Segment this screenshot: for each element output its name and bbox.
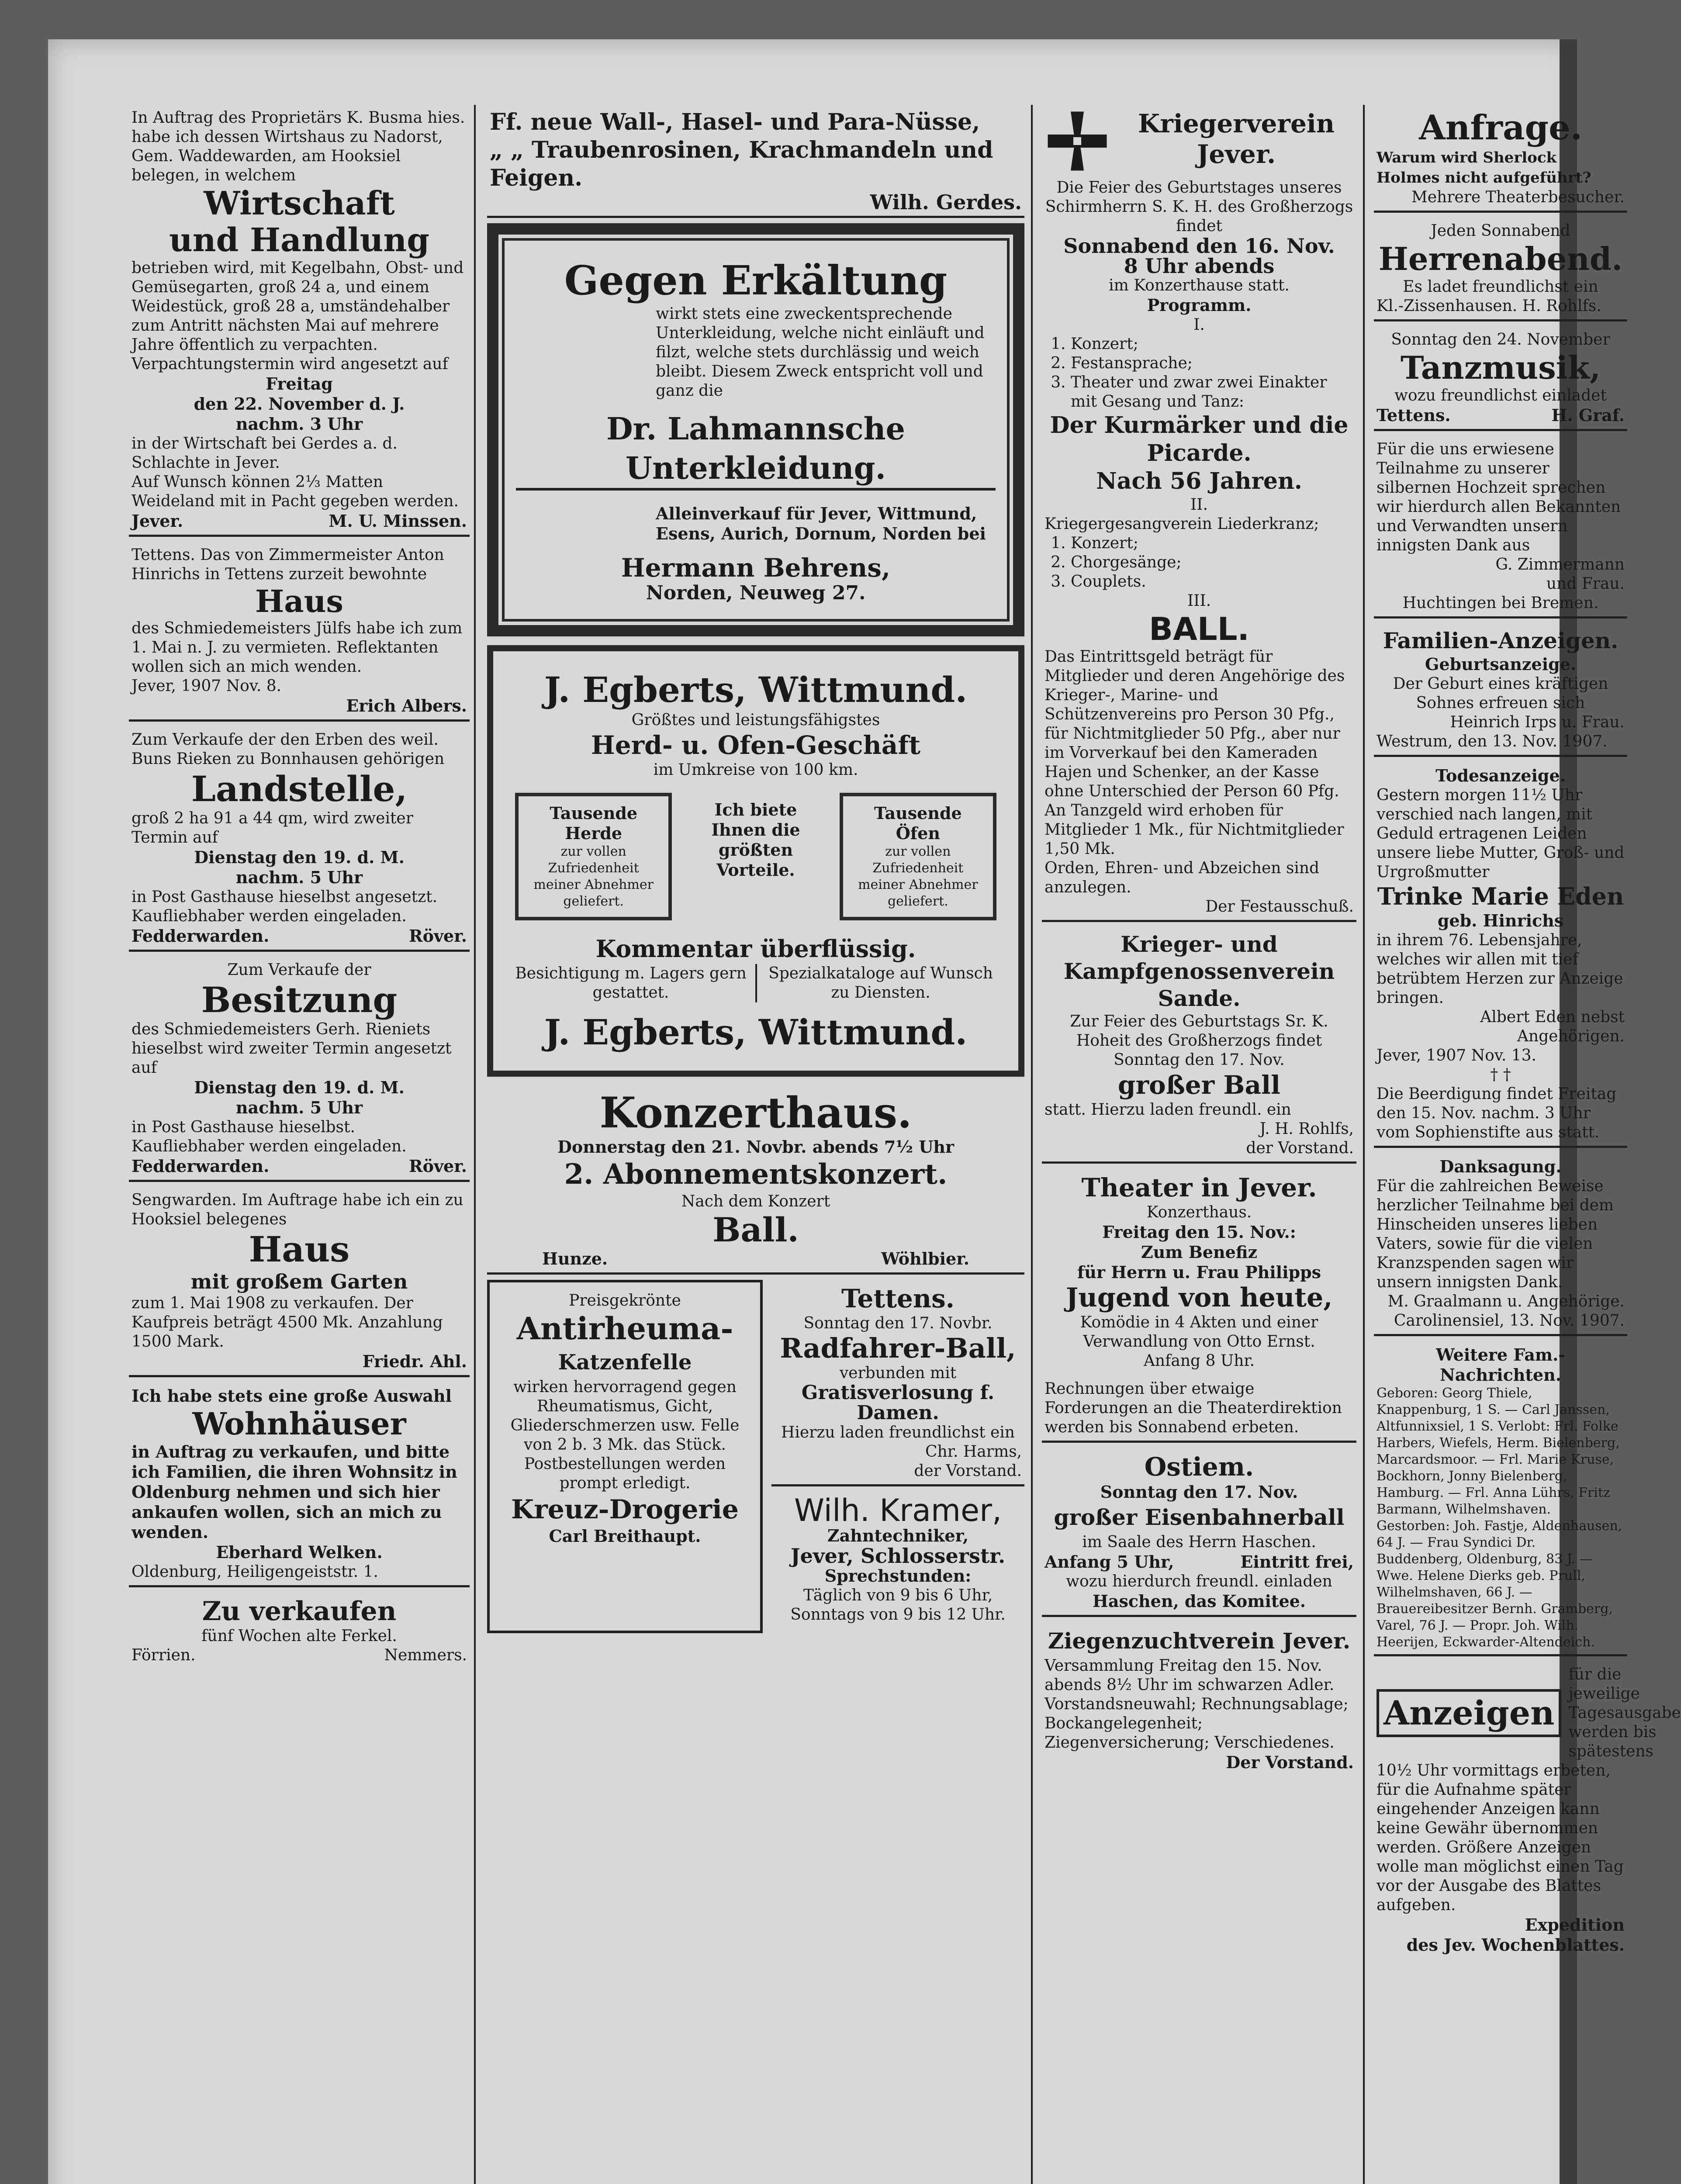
column-4 xyxy=(1374,105,1681,1964)
ad-konzerthaus: Konzerthaus. Donnerstag den 21. Novbr. abends 7½ Uhr 2. Abonnementskonzert. Nach dem Konzert Ball. Hunze. Wöhlbier. xyxy=(487,1085,1024,1275)
ad-ziegenzucht: Ziegenzuchtverein Jever. Versammlung Freitag den 15. Nov. abends 8½ Uhr im schwarzen Adler. Vorstandsneuwahl; Rechnungsablage; Bockangelegenheit; Ziegenversicherung; Verschiedenes. Der Vorstand. xyxy=(1045,1628,1354,1772)
program-part-2: 1. Konzert; 2. Chorgesänge; 3. Couplets. xyxy=(1045,534,1354,591)
ad-krieger-sande: Krieger- und Kampfgenossenverein Sande. Zur Feier des Geburtstags Sr. K. Hoheit des Großherzogs findet Sonntag den 17. Nov. großer Ball statt. Hierzu laden freundl. ein J. H. Rohlfs, der Vorstand. xyxy=(1042,927,1356,1164)
ad-kriegerverein-jever: Kriegerverein Jever. Die Feier des Geburtstages unseres Schirmherrn S. K. H. des Großherzogs findet Sonnabend den 16. Nov. 8 Uhr abends im Konzerthause statt. Programm. I. 1. Konzert; 2. Festansprache; 3. Theater und zwar zwei Einakter mit Gesang und Tanz: Der Kurmärker und die Picarde. Nach 56 Jahren. II. Kriegergesangverein Liederkranz; 1. Konzert; 2. Chorgesänge; 3. Couplets. III. BALL. Das Eintrittsgeld beträgt für Mitglieder und deren Angehörige des Krieger-, Marine- und Schützenvereins pro Person 30 Pfg., für Nichtmitglieder 50 Pfg., aber nur im Vorverkauf bei den Kameraden Hajen und Schenker, an der Kasse ohne Unterschied der Person 60 Pfg. An Tanzgeld wird erhoben für Mitglieder 1 Mk., für Nichtmitglieder 1,50 Mk. Orden, Ehren- und Abzeichen sind anzulegen. Der Festausschuß. xyxy=(1042,105,1356,922)
ad-antirheuma: Preisgekrönte Antirheuma- Katzenfelle wirken hervorragend gegen Rheumatismus, Gicht, Gliederschmerzen usw. Felle von 2 b. 3 Mk. das Stück. Postbestellungen werden prompt erledigt. Kreuz-Drogerie Carl Breithaupt. xyxy=(487,1280,763,1633)
ad-ostiem: Ostiem. Sonntag den 17. Nov. großer Eisenbahnerball im Saale des Herrn Haschen. Anfang 5 Uhr, Eintritt frei, wozu hierdurch freundl. einladen Haschen, das Komitee. xyxy=(1042,1448,1356,1617)
ad-anfrage: Anfrage. Warum wird Sherlock Holmes nicht aufgeführt? Mehrere Theaterbesucher. xyxy=(1374,105,1627,213)
ad-wohnhaeuser: Ich habe stets eine große Auswahl Wohnhäuser in Auftrag zu verkaufen, und bitte ich Familien, die ihren Wohnsitz in Oldenburg nehmen und sich hier ankaufen wollen, sich an mich zu wenden. Eberhard Welken. Oldenburg, Heiligengeiststr. 1. xyxy=(129,1382,470,1587)
ad-kramer: Wilh. Kramer, Zahntechniker, Jever, Schlosserstr. Sprechstunden: Täglich von 9 bis 6 Uhr, Sonntags von 9 bis 12 Uhr. xyxy=(790,1493,1006,1624)
box-herde: Tausende Herde zur vollen Zufriedenheit meiner Abnehmer geliefert. xyxy=(515,793,672,920)
ad-danksagung-hochzeit: Für die uns erwiesene Teilnahme zu unserer silbernen Hochzeit sprechen wir hierdurch allen Bekannten und Verwandten unsern innigsten Dank aus G. Zimmermann und Frau. Huchtingen bei Bremen. xyxy=(1374,436,1627,619)
ad-anzeigen-hinweis: Anzeigen für die jeweilige Tagesausgabe werden bis spätestens 10½ Uhr vormittags erbeten, für die Aufnahme später eingehender Anzeigen kann keine Gewähr übernommen werden. Größere Anzeigen wolle man möglichst einen Tag vor der Ausgabe des Blattes aufgeben. Expedition des Jev. Wochenblattes. xyxy=(1377,1666,1681,1955)
column-rule xyxy=(1363,105,1365,2184)
column-3 xyxy=(1042,105,1356,1781)
column-1 xyxy=(129,105,470,1674)
iron-cross-icon xyxy=(1045,108,1110,174)
col2-bottom-row xyxy=(487,1280,1024,1633)
ad-tanzmusik: Sonntag den 24. November Tanzmusik, wozu freundlichst einladet Tettens. H. Graf. xyxy=(1374,327,1627,431)
col2-bottom-right xyxy=(771,1280,1024,1633)
newspaper-page xyxy=(48,39,1681,2184)
ad-nuesse: Ff. neue Wall-, Hasel- und Para-Nüsse, „ „ Traubenrosinen, Krachmandeln und Feigen. Wilh. Gerdes. xyxy=(487,105,1024,218)
ad-egberts: J. Egberts, Wittmund. Größtes und leistungsfähigstes Herd- u. Ofen-Geschäft im Umkreise von 100 km. Tausende Herde zur vollen Zufriedenheit meiner Abnehmer geliefert. Ich biete Ihnen die größten Vorteile. Tausende Öfen zur vollen Zufriedenheit meiner Abnehmer geliefert. Kommentar überflüssig. Besichtigung m. Lagers gern gestattet. Spezialkataloge auf Wunsch zu Diensten. J. Egberts, Wittmund. xyxy=(487,645,1024,1077)
ad-besitzung: Zum Verkaufe der Besitzung des Schmiedemeisters Gerh. Rieniets hieselbst wird zweiter Termin angesetzt auf Dienstag den 19. d. M. nachm. 5 Uhr in Post Gasthause hieselbst. Kaufliebhaber werden eingeladen. Fedderwarden. Röver. xyxy=(129,957,470,1182)
ad-radfahrer: Tettens. Sonntag den 17. Novbr. Radfahrer-Ball, verbunden mit Gratisverlosung f. Damen. Hierzu laden freundlichst ein Chr. Harms, der Vorstand. xyxy=(771,1280,1024,1486)
ad-lahmann: Gegen Erkältung wirkt stets eine zweckentsprechende Unterkleidung, welche nicht einläuft und filzt, welche stets durchlässig und weich bleibt. Diesem Zweck entspricht voll und ganz die Dr. Lahmannsche Unterkleidung. Alleinverkauf für Jever, Wittmund, Esens, Aurich, Dornum, Norden bei Hermann Behrens, Norden, Neuweg 27. xyxy=(487,223,1024,636)
ad-fam-nachrichten: Weitere Fam.-Nachrichten. Geboren: Georg Thiele, Knappenburg, 1 S. — Carl Janssen, Altfunnixsiel, 1 S. Verlobt: Frl. Folke Harbers, Wiefels, Herm. Bielenberg, Marcardsmoor. — Frl. Marie Kruse, Bockhorn, Jonny Bielenberg, Hamburg. — Frl. Anna Lührs, Fritz Barmann, Wilhelmshaven. Gestorben: Joh. Fastje, Aldenhausen, 64 J. — Frau Syndici Dr. Buddenberg, Oldenburg, 83 J. — Wwe. Helene Dierks geb. Prull, Wilhelmshaven, 66 J. — Brauereibesitzer Bernh. Gramberg, Varel, 76 J. — Propr. Joh. Wilh. Heerijen, Eckwarder-Altendeich. xyxy=(1374,1341,1627,1656)
ad-geburtsanzeige: Familien-Anzeigen. Geburtsanzeige. Der Geburt eines kräftigen Sohnes erfreuen sich Heinrich Irps u. Frau. Westrum, den 13. Nov. 1907. xyxy=(1374,624,1627,757)
column-2 xyxy=(487,105,1024,1633)
column-rule xyxy=(1031,105,1033,2184)
ad-ferkel: Zu verkaufen fünf Wochen alte Ferkel. Förrien. Nemmers. xyxy=(131,1596,467,1664)
ad-landstelle: Zum Verkaufe der den Erben des weil. Buns Rieken zu Bonnhausen gehörigen Landstelle, groß 2 ha 91 a 44 qm, wird zweiter Termin auf Dienstag den 19. d. M. nachm. 5 Uhr in Post Gasthause hieselbst angesetzt. Kaufliebhaber werden eingeladen. Fedderwarden. Röver. xyxy=(129,727,470,952)
program-part-1: 1. Konzert; 2. Festansprache; 3. Theater und zwar zwei Einakter mit Gesang und Tanz: xyxy=(1045,335,1354,411)
box-oefen: Tausende Öfen zur vollen Zufriedenheit meiner Abnehmer geliefert. xyxy=(840,793,996,920)
ad-haus-tettens: Tettens. Das von Zimmermeister Anton Hinrichs in Tettens zurzeit bewohnte Haus des Schmiedemeisters Jülfs habe ich zum 1. Mai n. J. zu vermieten. Reflektanten wollen sich an mich wenden. Jever, 1907 Nov. 8. Erich Albers. xyxy=(129,542,470,722)
ad-haus-garten: Sengwarden. Im Auftrage habe ich ein zu Hooksiel belegenes Haus mit großem Garten zum 1. Mai 1908 zu verkaufen. Der Kaufpreis beträgt 4500 Mk. Anzahlung 1500 Mark. Friedr. Ahl. xyxy=(129,1187,470,1377)
ad-theater-jever: Theater in Jever. Konzerthaus. Freitag den 15. Nov.: Zum Benefiz für Herrn u. Frau Philipps Jugend von heute, Komödie in 4 Akten und einer Verwandlung von Otto Ernst. Anfang 8 Uhr. Rechnungen über etwaige Forderungen an die Theaterdirektion werden bis Sonnabend erbeten. xyxy=(1042,1169,1356,1443)
ad-herrenabend: Jeden Sonnabend Herrenabend. Es ladet freundlichst ein Kl.-Zissenhausen. H. Rohlfs. xyxy=(1374,218,1627,321)
egberts-boxes xyxy=(515,793,996,920)
box-vorteile: Ich biete Ihnen die größten Vorteile. xyxy=(711,800,800,880)
ad-danksagung: Danksagung. Für die zahlreichen Beweise herzlicher Teilnahme bei dem Hinscheiden unseres lieben Vaters, sowie für die vielen Kranzspenden sagen wir unsern innigsten Dank. M. Graalmann u. Angehörige. Carolinensiel, 13. Nov. 1907. xyxy=(1374,1153,1627,1336)
ad-todesanzeige: Todesanzeige. Gestern morgen 11½ Uhr verschied nach langen, mit Geduld ertragenen Leiden unsere liebe Mutter, Groß- und Urgroßmutter Trinke Marie Eden geb. Hinrichs in ihrem 76. Lebensjahre, welches wir allen mit tief betrübtem Herzen zur Anzeige bringen. Albert Eden nebst Angehörigen. Jever, 1907 Nov. 13. † † Die Beerdigung findet Freitag den 15. Nov. nachm. 3 Uhr vom Sophienstifte aus statt. xyxy=(1374,762,1627,1148)
column-rule xyxy=(474,105,476,2184)
ad-wirtschaft: In Auftrag des Proprietärs K. Busma hies. habe ich dessen Wirtshaus zu Nadorst, Gem. Waddewarden, am Hooksiel belegen, in welchem Wirtschaft und Handlung betrieben wird, mit Kegelbahn, Obst- und Gemüsegarten, groß 24 a, und einem Weidestück, groß 28 a, umständehalber zum Antritt nächsten Mai auf mehrere Jahre öffentlich zu verpachten. Verpachtungstermin wird angesetzt auf Freitag den 22. November d. J. nachm. 3 Uhr in der Wirtschaft bei Gerdes a. d. Schlachte in Jever. Auf Wunsch können 2⅓ Matten Weideland mit in Pacht gegeben werden. Jever. M. U. Minssen. xyxy=(129,105,470,537)
cross-icon: † † xyxy=(1490,1066,1511,1084)
